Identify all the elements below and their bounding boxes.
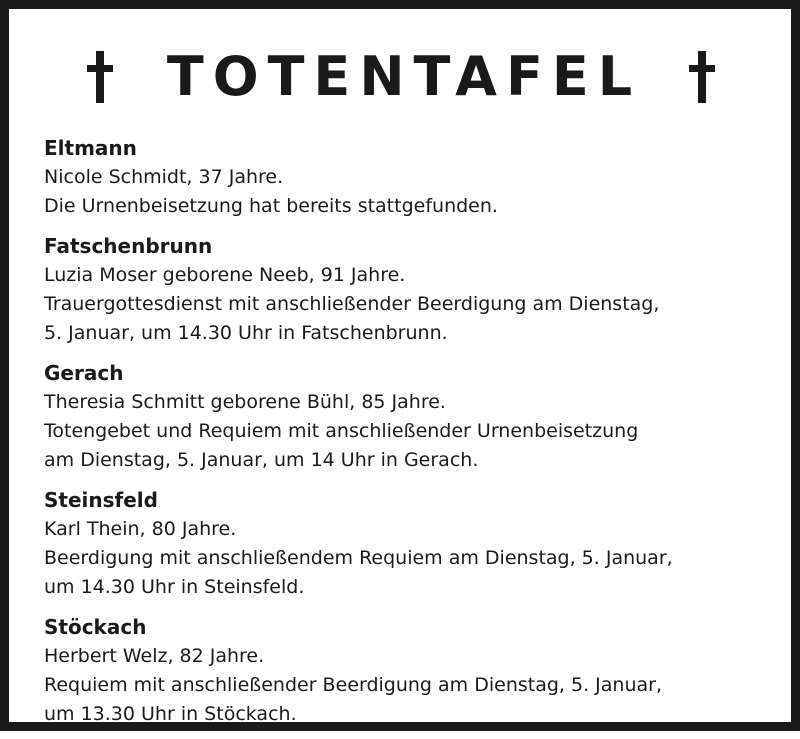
obituary-text: am Dienstag, 5. Januar, um 14 Uhr in Gerach.	[44, 449, 479, 471]
obituary-text: Totengebet und Requiem mit anschließender Urnenbeisetzung	[44, 420, 639, 442]
cross-icon	[683, 39, 723, 119]
obituary-text: Trauergottesdienst mit anschließender Beerdigung am Dienstag,	[44, 293, 660, 315]
obituary-entry	[44, 612, 784, 729]
obituary-text: Nicole Schmidt, 37 Jahre.	[44, 166, 284, 188]
place-name: Fatschenbrunn	[44, 234, 213, 258]
obituary-list	[44, 133, 784, 739]
obituary-text: Requiem mit anschließender Beerdigung am Dienstag, 5. Januar,	[44, 674, 662, 696]
obituary-entry	[44, 133, 784, 221]
place-name: Gerach	[44, 361, 124, 385]
place-name: Steinsfeld	[44, 488, 158, 512]
obituary-text: Theresia Schmitt geborene Bühl, 85 Jahre.	[44, 391, 446, 413]
obituary-text: Die Urnenbeisetzung hat bereits stattgefunden.	[44, 195, 498, 217]
obituary-text: um 14.30 Uhr in Steinsfeld.	[44, 576, 305, 598]
obituary-text: Karl Thein, 80 Jahre.	[44, 518, 237, 540]
place-name: Stöckach	[44, 615, 147, 639]
place-name: Eltmann	[44, 136, 137, 160]
obituary-text: Luzia Moser geborene Neeb, 91 Jahre.	[44, 264, 406, 286]
obituary-text: um 13.30 Uhr in Stöckach.	[44, 703, 297, 725]
header	[9, 39, 791, 119]
obituary-text: 5. Januar, um 14.30 Uhr in Fatschenbrunn.	[44, 322, 448, 344]
obituary-entry	[44, 485, 784, 602]
obituary-text: Herbert Welz, 82 Jahre.	[44, 645, 265, 667]
obituary-entry	[44, 358, 784, 475]
page-title: TOTENTAFEL	[166, 45, 642, 108]
obituary-entry	[44, 231, 784, 348]
obituary-text: Beerdigung mit anschließendem Requiem am Dienstag, 5. Januar,	[44, 547, 673, 569]
